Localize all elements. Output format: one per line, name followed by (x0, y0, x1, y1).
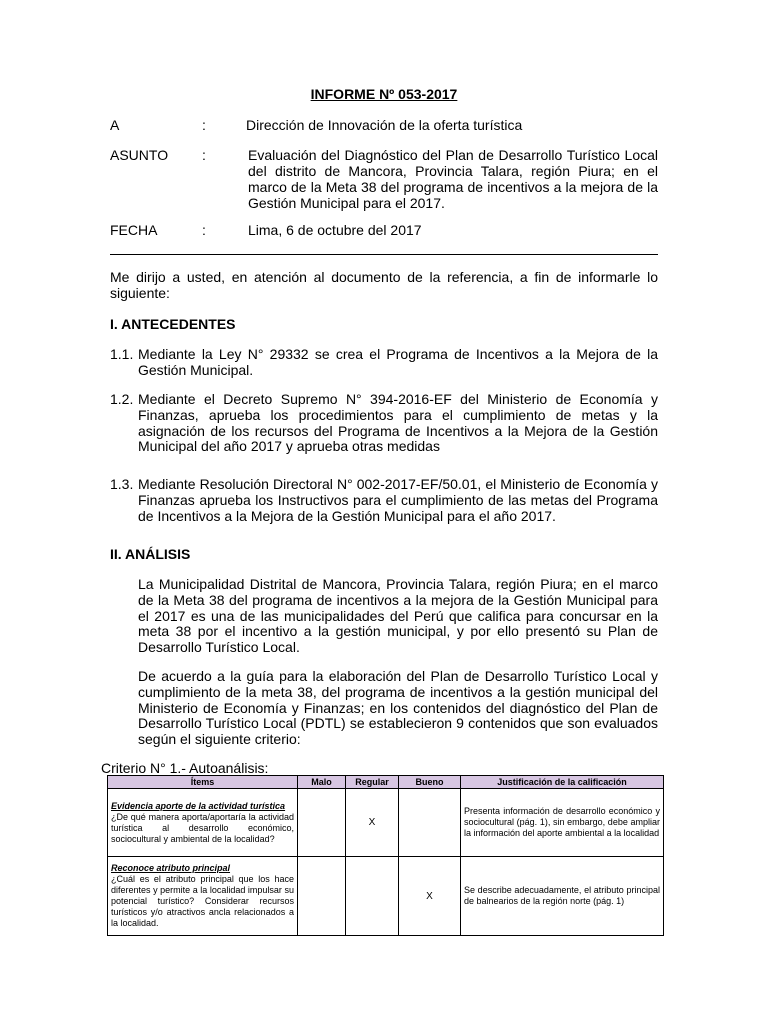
table-header-row (108, 776, 664, 789)
header-a-value: Dirección de Innovación de la oferta turística (246, 117, 523, 133)
header-regular: Regular (346, 776, 399, 789)
antecedente-text-2: Mediante el Decreto Supremo N° 394-2016-EF del Ministerio de Economía y Finanzas, aprueba los procedimientos para el cumplimiento de metas y la asignación de los recursos del Programa de Incentivos a la Mejora de la Gestión Municipal del año 2017 y aprueba otras medidas (138, 391, 658, 455)
antecedente-number-3: 1.3. (110, 476, 134, 492)
analisis-paragraph-2: De acuerdo a la guía para la elaboración del Plan de Desarrollo Turístico Local y cumplimiento de la meta 38, del programa de incentivos a la gestión municipal del Ministerio de Economía y Finanzas; en los contenidos del diagnóstico del Plan de Desarrollo Turístico Local (PDTL) se establecieron 9 contenidos que son evaluados según el siguiente criterio: (138, 668, 658, 748)
header-fecha-colon: : (202, 222, 206, 238)
antecedente-number-2: 1.2. (110, 391, 134, 407)
header-a-colon: : (202, 117, 206, 133)
bueno-cell: X (399, 857, 461, 936)
header-asunto-colon: : (202, 147, 206, 163)
regular-cell (346, 857, 399, 936)
header-a-label: A (110, 117, 120, 133)
malo-cell (298, 789, 346, 857)
bueno-cell (399, 789, 461, 857)
item-cell (108, 857, 298, 936)
antecedente-number-1: 1.1. (110, 346, 134, 362)
section-antecedentes-heading: I. ANTECEDENTES (110, 316, 236, 332)
header-asunto-value: Evaluación del Diagnóstico del Plan de Desarrollo Turístico Local del distrito de Mancora, Provincia Talara, región Piura; en el marco de la Meta 38 del programa de incentivos a la mejora de la Gestión Municipal para el 2017. (248, 147, 658, 211)
header-fecha-value: Lima, 6 de octubre del 2017 (248, 222, 422, 238)
criterio-label: Criterio N° 1.- Autoanálisis: (101, 760, 269, 776)
header-items: Ítems (108, 776, 298, 789)
header-fecha-label: FECHA (110, 222, 158, 238)
intro-paragraph: Me dirijo a usted, en atención al documento de la referencia, a fin de informarle lo siguiente: (110, 269, 658, 301)
item-title: Reconoce atributo principal (111, 863, 231, 873)
header-bueno: Bueno (399, 776, 461, 789)
justificacion-cell: Presenta información de desarrollo económico y sociocultural (pág. 1), sin embargo, debe ampliar la información del aporte ambiental a la localidad (461, 789, 664, 857)
item-text: ¿De qué manera aporta/aportaría la actividad turística al desarrollo económico, sociocultural y ambiental de la localidad? (111, 811, 294, 844)
header-asunto-label: ASUNTO (110, 147, 169, 163)
table-row (108, 857, 664, 936)
criterio-table (107, 775, 664, 936)
section-analisis-heading: II. ANÁLISIS (110, 546, 191, 562)
malo-cell (298, 857, 346, 936)
antecedente-text-1: Mediante la Ley N° 29332 se crea el Programa de Incentivos a la Mejora de la Gestión Municipal. (138, 346, 658, 378)
header-malo: Malo (298, 776, 346, 789)
item-text: ¿Cuál es el atributo principal que los hace diferentes y permite a la localidad impulsar su potencial turístico? Considerar recursos turísticos y/o atractivos ancla relacionados a la localidad. (111, 874, 294, 928)
item-title: Evidencia aporte de la actividad turística (111, 800, 286, 811)
table-row (108, 789, 664, 857)
document-title: INFORME Nº 053-2017 (310, 86, 458, 102)
regular-cell: X (346, 789, 399, 857)
header-justificacion: Justificación de la calificación (461, 776, 664, 789)
antecedente-text-3: Mediante Resolución Directoral N° 002-2017-EF/50.01, el Ministerio de Economía y Finanzas aprueba los Instructivos para el cumplimiento de las metas del Programa de Incentivos a la Mejora de la Gestión Municipal para el año 2017. (138, 476, 658, 524)
analisis-paragraph-1: La Municipalidad Distrital de Mancora, Provincia Talara, región Piura; en el marco de la Meta 38 del programa de incentivos a la mejora de la Gestión Municipal para el 2017 es una de las municipalidades del Perú que califica para concursar en la meta 38 por el incentivo a la gestión municipal, y por ello presentó su Plan de Desarrollo Turístico Local. (138, 576, 658, 656)
header-divider (110, 254, 658, 255)
item-cell (108, 789, 298, 857)
justificacion-cell: Se describe adecuadamente, el atributo principal de balnearios de la región norte (pág. 1) (461, 857, 664, 936)
